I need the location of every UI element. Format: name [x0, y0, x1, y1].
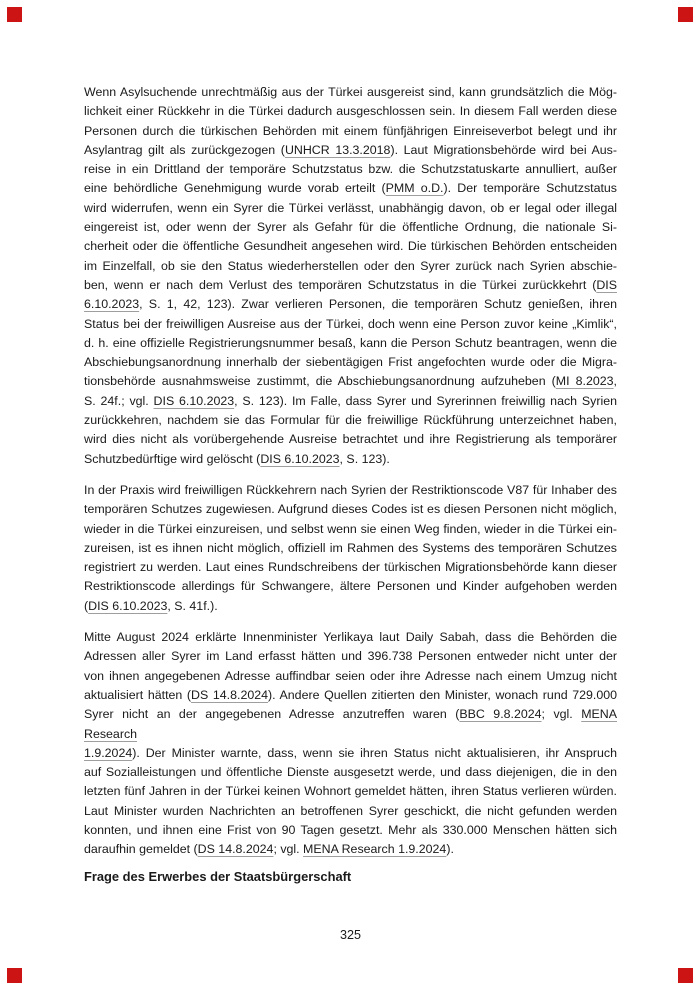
text-line: zurückkehren, nachdem sie das Formular für die freiwillige Rückführung unterzeichnet haben, [84, 413, 617, 428]
reference-link[interactable]: MENA Research 1.9.2024 [303, 842, 447, 857]
text-line: 6.10.2023, S. 1, 42, 123). Zwar verlieren Personen, die temporären Schutz genießen, ihren [84, 297, 617, 312]
text-line: Mitte August 2024 erklärte Innenminister Yerlikaya laut Daily Sabah, dass die Behörden die [84, 630, 617, 645]
reference-link[interactable]: DIS 6.10.2023 [153, 393, 235, 408]
corner-marker-bottom-right [678, 968, 693, 983]
text-line: aktualisiert hätten (DS 14.8.2024). Andere Quellen zitierten den Minister, wonach rund 729.000 [84, 687, 618, 702]
text-line: wird dies nicht als vorübergehende Ausreise betrachtet und ihre Registrierung als temporärer [84, 432, 617, 447]
reference-link[interactable]: PMM o.D. [385, 181, 444, 196]
paragraph [84, 481, 617, 616]
text-line: Abschiebungsanordnung innerhalb der siebentägigen Frist angefochten wurde oder die Migra- [84, 355, 617, 370]
text-line: konnten, und ihnen eine Frist von 90 Tagen gesetzt. Mehr als 330.000 Menschen hätten sich [84, 822, 617, 837]
reference-link[interactable]: DIS 6.10.2023 [260, 451, 340, 466]
text-line: von ihnen angegebenen Adresse auffindbar seien oder ihre Adresse nach einem Umzug nicht [84, 668, 617, 683]
reference-link[interactable]: DS 14.8.2024 [197, 842, 274, 857]
text-line: tionsbehörde ausnahmsweise zustimmt, die Abschiebungsanordnung aufzuheben (MI 8.2023, [84, 374, 617, 389]
corner-marker-top-left [7, 7, 22, 22]
text-line: Status bei der freiwilligen Ausreise aus der Türkei, doch wenn eine Person zuvor keine „Kimlik“, [84, 316, 617, 331]
text-line: lichkeit einer Rückkehr in die Türkei dadurch ausgeschlossen sein. In diesem Fall werden diese [84, 104, 617, 119]
text-line: temporären Schutzes zugewiesen. Aufgrund dieses Codes ist es diesen Personen nicht möglich, [84, 502, 617, 517]
text-line: In der Praxis wird freiwilligen Rückkehrern nach Syrien der Restriktionscode V87 für Inhaber des [84, 482, 617, 497]
page-number: 325 [339, 928, 361, 942]
paragraph [84, 83, 617, 469]
text-line: letzten fünf Jahren in der Türkei keinen Wohnort gemeldet hätten, ihren Status verlieren würden. [84, 784, 617, 799]
text-line: eingereist ist, oder wenn der Syrer als Gefahr für die öffentliche Ordnung, die nationale Si- [84, 220, 617, 235]
text-line: 1.9.2024). Der Minister warnte, dass, wenn sie ihren Status nicht aktualisieren, ihr Anspruch [84, 745, 617, 760]
text-line: wird widerrufen, wenn ein Syrer die Türkei verlässt, unabhängig davon, ob er legal oder illegal [84, 200, 617, 215]
corner-marker-top-right [678, 7, 693, 22]
text-line: d. h. eine offizielle Registrierungsnummer besaß, kann die Person Schutz beantragen, wenn die [84, 335, 617, 350]
reference-link[interactable]: DS 14.8.2024 [191, 687, 269, 702]
text-line: Asylantrag gilt als zurückgezogen (UNHCR 13.3.2018). Laut Migrationsbehörde wird bei Aus- [84, 142, 618, 157]
reference-link[interactable]: MENA Research [84, 707, 618, 741]
document-page [84, 83, 617, 886]
body-text [84, 83, 617, 860]
text-line: Syrer nicht an der angegebenen Adresse anzutreffen waren (BBC 9.8.2024; vgl. MENA Research [84, 707, 618, 741]
text-line: Restriktionscode allerdings für Schwangere, ältere Personen und Kinder aufgehoben werden [84, 579, 617, 594]
reference-link[interactable]: DIS [596, 277, 617, 292]
text-line: (DIS 6.10.2023, S. 41f.). [84, 598, 218, 613]
reference-link[interactable]: 6.10.2023 [84, 297, 140, 312]
paragraph [84, 628, 617, 860]
text-line: zureisen, ist es ihnen nicht möglich, offiziell im Rahmen des Systems des temporären Schutzes [84, 540, 617, 555]
reference-link[interactable]: DIS 6.10.2023 [88, 598, 168, 613]
text-line: cherheit oder die öffentliche Gesundheit angesehen wird. Die türkischen Behörden entscheiden [84, 239, 617, 254]
reference-link[interactable]: UNHCR 13.3.2018 [284, 142, 391, 157]
text-line: auf Sozialleistungen und öffentliche Dienste ausgesetzt werde, und dass diejenigen, die in den [84, 765, 617, 780]
text-line: Schutzbedürftige wird gelöscht (DIS 6.10.2023, S. 123). [84, 451, 390, 466]
text-line: Adressen aller Syrer im Land erfasst hätten und 396.738 Personen entweder nicht unter der [84, 649, 617, 664]
text-line: S. 24f.; vgl. DIS 6.10.2023, S. 123). Im Falle, dass Syrer und Syrerinnen freiwillig nach Syrien [84, 393, 617, 408]
corner-marker-bottom-left [7, 968, 22, 983]
text-line: ben, wenn er nach dem Verlust des temporären Schutzstatus in die Türkei zurückkehrt (DIS [84, 277, 617, 292]
text-line: Wenn Asylsuchende unrechtmäßig aus der Türkei ausgereist sind, kann grundsätzlich die Mög- [84, 85, 617, 99]
reference-link[interactable]: MI 8.2023 [555, 374, 614, 389]
text-line: eine behördliche Genehmigung wurde vorab erteilt (PMM o.D.). Der temporäre Schutzstatus [84, 181, 618, 196]
text-line: registriert zu werden. Laut eines Rundschreibens der türkischen Migrationsbehörde kann dieser [84, 560, 617, 575]
reference-link[interactable]: BBC 9.8.2024 [459, 707, 542, 722]
reference-link[interactable]: 1.9.2024 [84, 745, 133, 760]
section-heading: Frage des Erwerbes der Staatsbürgerschaft [84, 868, 352, 884]
text-line: im Einzelfall, ob sie den Status wiederherstellen oder den Syrer zurück nach Syrien abschie- [84, 258, 617, 273]
text-line: Laut Minister wurden Nachrichten an betroffenen Syrer geschickt, die nicht gefunden werden [84, 803, 617, 818]
text-line: Personen durch die türkischen Behörden mit einem fünfjährigen Einreiseverbot belegt und ihr [84, 123, 617, 138]
text-line: daraufhin gemeldet (DS 14.8.2024; vgl. MENA Research 1.9.2024). [84, 842, 454, 857]
text-line: wieder in die Türkei einzureisen, und selbst wenn sie einen Weg finden, wieder in die Türkei ein- [84, 521, 617, 536]
text-line: reise in ein Drittland der temporäre Schutzstatus bzw. die Schutzstatuskarte annulliert, außer [84, 162, 617, 177]
